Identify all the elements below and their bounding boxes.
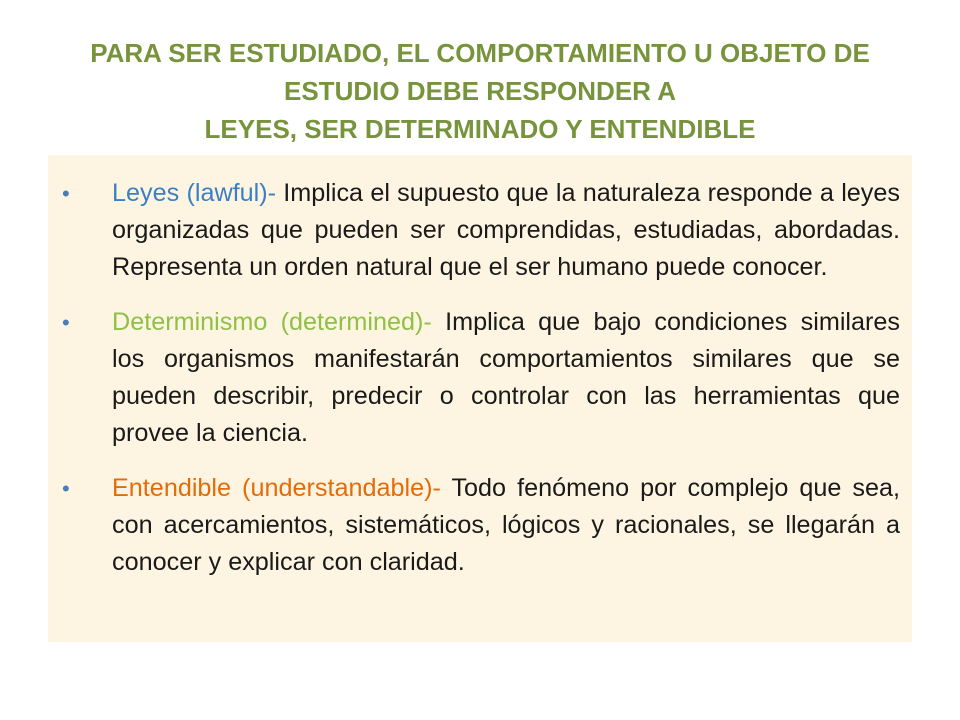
content-box xyxy=(48,155,912,642)
bullet-text: Implica el supuesto que la naturaleza responde a leyes organizadas que pueden ser comprendidas, estudiadas, abordadas. Representa un orden natural que el ser humano puede conocer. xyxy=(112,179,900,281)
bullet-list xyxy=(62,175,900,599)
bullet-item-determinismo xyxy=(62,304,900,452)
bullet-item-entendible xyxy=(62,470,900,581)
bullet-term: Entendible (understandable) xyxy=(112,474,433,502)
slide-title xyxy=(40,34,920,148)
bullet-text: Implica que bajo condiciones similares los organismos manifestarán comportamientos similares que se pueden describir, predecir o controlar con las herramientas que provee la ciencia. xyxy=(112,308,901,447)
bullet-text: Todo fenómeno por complejo que sea, con acercamientos, sistemáticos, lógicos y racionales, se llegarán a conocer y explicar con claridad. xyxy=(112,474,901,576)
bullet-term: Determinismo (determined) xyxy=(112,308,424,336)
title-line-2: ESTUDIO DEBE RESPONDER A xyxy=(284,76,676,106)
bullet-separator: - xyxy=(432,474,441,502)
bullet-dot-icon: • xyxy=(62,476,70,501)
title-line-1: PARA SER ESTUDIADO, EL COMPORTAMIENTO U OBJETO DE xyxy=(90,38,870,68)
bullet-dot-icon: • xyxy=(62,310,70,335)
title-line-3: LEYES, SER DETERMINADO Y ENTENDIBLE xyxy=(204,114,756,144)
bullet-separator: - xyxy=(267,179,277,207)
bullet-term: Leyes (lawful) xyxy=(112,179,268,207)
bullet-separator: - xyxy=(423,308,432,336)
bullet-dot-icon: • xyxy=(62,181,70,206)
bullet-item-leyes xyxy=(62,175,900,286)
